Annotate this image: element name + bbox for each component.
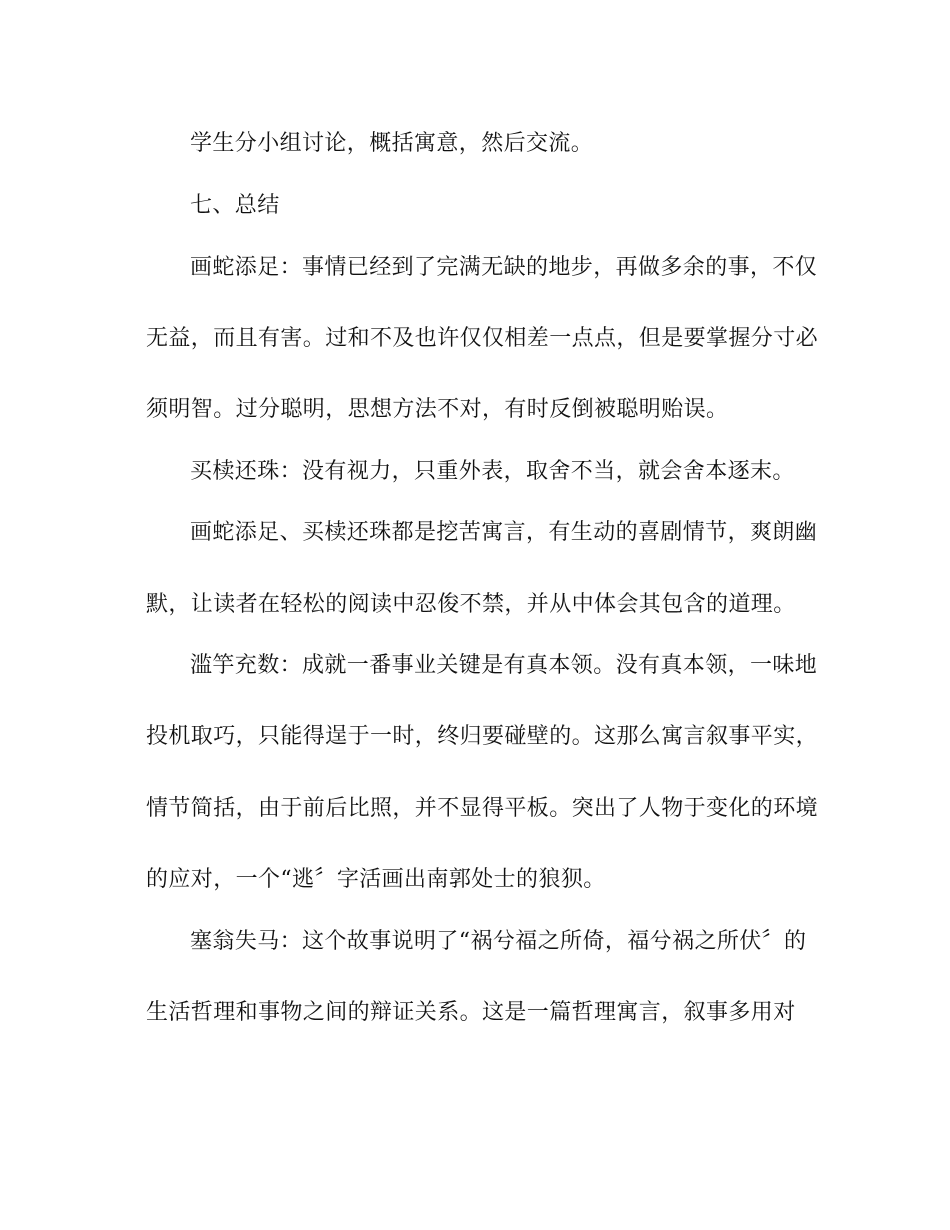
paragraph-satire-line-2: 默，让读者在轻松的阅读中忍俊不禁，并从中体会其包含的道理。: [146, 592, 796, 617]
section-heading-summary: 七、总结: [190, 193, 280, 218]
paragraph-lanyuchongshu-line-1: 滥竽充数：成就一番事业关键是有真本领。没有真本领，一味地: [190, 653, 818, 678]
paragraph-lanyuchongshu-line-3: 情节简括，由于前后比照，并不显得平板。突出了人物于变化的环境: [146, 796, 819, 821]
paragraph-huashetianzu-line-2: 无益，而且有害。过和不及也许仅仅相差一点点，但是要掌握分寸必: [146, 326, 819, 351]
paragraph-lanyuchongshu-line-4: 的应对，一个“逃〞字活画出南郭处士的狼狈。: [146, 867, 606, 892]
paragraph-huashetianzu-line-1: 画蛇添足：事情已经到了完满无缺的地步，再做多余的事，不仅: [190, 255, 818, 280]
paragraph-saiweng-line-2: 生活哲理和事物之间的辩证关系。这是一篇哲理寓言，叙事多用对: [146, 1000, 796, 1025]
paragraph-satire-line-1: 画蛇添足、买椟还珠都是挖苦寓言，有生动的喜剧情节，爽朗幽: [190, 520, 818, 545]
paragraph-maiduhuanzhu: 买椟还珠：没有视力，只重外表，取舍不当，就会舍本逐末。: [190, 459, 795, 484]
paragraph-huashetianzu-line-3: 须明智。过分聪明，思想方法不对，有时反倒被聪明贻误。: [146, 397, 729, 422]
paragraph-lanyuchongshu-line-2: 投机取巧，只能得逞于一时，终归要碰壁的。这那么寓言叙事平实，: [146, 724, 819, 749]
paragraph-saiweng-line-1: 塞翁失马：这个故事说明了“祸兮福之所倚，福兮祸之所伏〞的: [190, 929, 807, 954]
paragraph-group-discussion: 学生分小组讨论，概括寓意，然后交流。: [190, 131, 594, 156]
